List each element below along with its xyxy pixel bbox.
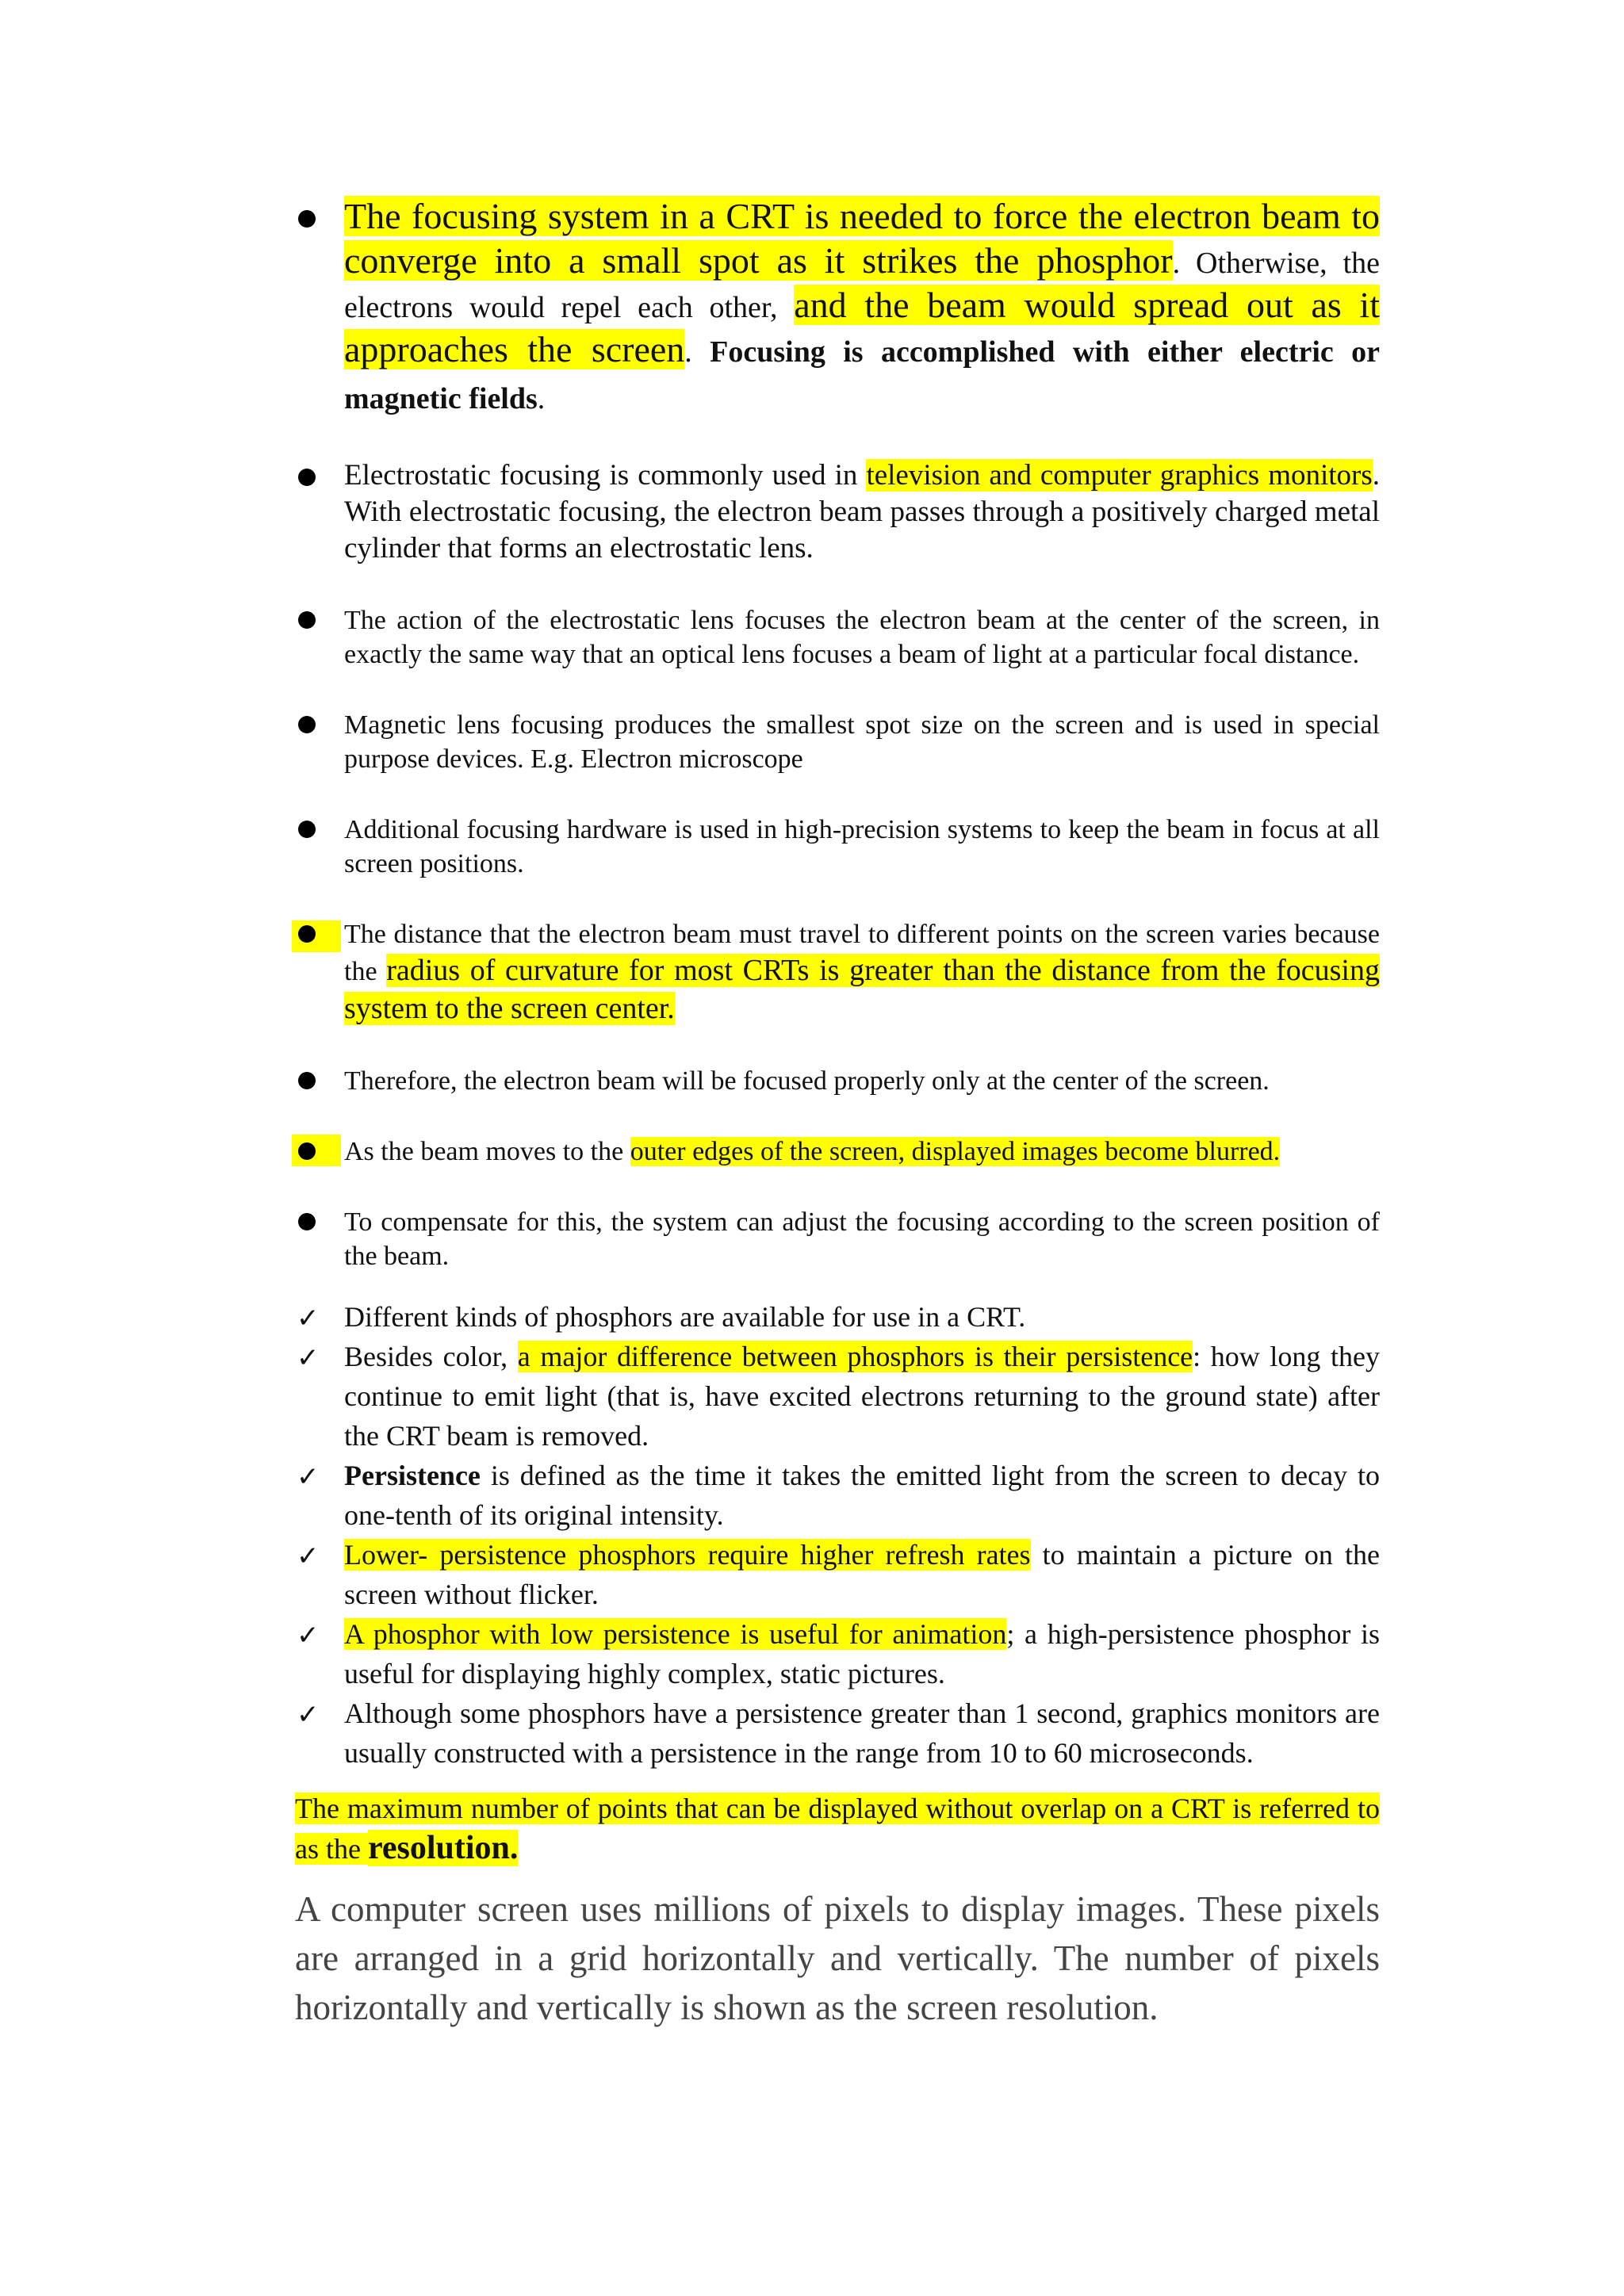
check-icon: ✓ bbox=[297, 1699, 320, 1731]
bullet-item bbox=[295, 603, 1380, 672]
check-item bbox=[295, 1456, 1380, 1535]
check-icon: ✓ bbox=[297, 1461, 320, 1493]
bold-text: Focusing is accomplished with either electric or magnetic fields bbox=[344, 335, 1380, 415]
highlighted-text: A phosphor with low persistence is useful for animation bbox=[344, 1618, 1007, 1650]
body-text: because the bbox=[344, 920, 1380, 986]
body-text: . bbox=[684, 335, 710, 369]
body-text: The distance that the electron beam must travel to different points on the screen varies bbox=[344, 920, 1287, 949]
highlighted-text: The maximum number of points that can be displayed without overlap on a CRT is referred to as the bbox=[295, 1793, 1380, 1865]
bullet-marker bbox=[295, 917, 344, 943]
document-page bbox=[295, 194, 1380, 2032]
bullet-marker bbox=[295, 603, 344, 629]
bullet-item bbox=[295, 194, 1380, 421]
bullet-marker bbox=[295, 457, 344, 486]
highlighted-text: and the beam would spread out as it approaches the screen bbox=[344, 285, 1380, 369]
final-paragraph: A computer screen uses millions of pixels to display images. These pixels are arranged in a grid horizontally and vertically. The number of pixels horizontally and vertically is shown as the screen resolution. bbox=[295, 1889, 1380, 2027]
body-text: The action of the electrostatic lens focuses the electron beam at the center of the screen, in exactly the same way that an optical lens focuses a beam of light at a particular focal distance. bbox=[344, 606, 1380, 669]
bullet-marker bbox=[295, 813, 344, 838]
bullet-item bbox=[295, 1064, 1380, 1098]
body-text: Although some phosphors have a persistence greater than 1 second, graphics monitors are usually constructed with a persistence in the range from 10 to 60 microseconds. bbox=[344, 1697, 1380, 1769]
highlighted-text: a major difference between phosphors is their persistence bbox=[517, 1341, 1193, 1372]
body-text: . Otherwise, the electrons would repel each other, bbox=[344, 247, 1380, 324]
body-text: To compensate for this, the system can adjust the focusing according to the screen position of the beam. bbox=[344, 1207, 1380, 1271]
body-text: As the beam moves to the bbox=[344, 1137, 630, 1166]
body-text: ; a high-persistence phosphor is useful for displaying highly complex, static pictures. bbox=[344, 1618, 1381, 1689]
body-text: . With electrostatic focusing, the electron beam passes through a positively charged metal cylinder that forms an electrostatic lens. bbox=[344, 459, 1380, 564]
body-text: Different kinds of phosphors are available for use in a CRT. bbox=[344, 1301, 1026, 1333]
bullet-marker bbox=[295, 194, 344, 228]
body-text: Besides color, bbox=[344, 1341, 518, 1372]
check-icon: ✓ bbox=[297, 1540, 320, 1572]
bullet-item bbox=[295, 1135, 1380, 1169]
bullet-marker bbox=[295, 1205, 344, 1230]
body-text: : how long they continue to emit light (that is, have excited electrons returning to the ground state) after the CRT beam is removed. bbox=[344, 1341, 1381, 1452]
body-text: . bbox=[537, 382, 546, 415]
check-item bbox=[295, 1693, 1380, 1773]
check-item bbox=[295, 1614, 1380, 1693]
highlighted-text: television and computer graphics monitors bbox=[866, 459, 1373, 492]
check-item bbox=[295, 1535, 1380, 1614]
bullet-item bbox=[295, 917, 1380, 1027]
bold-text: Persistence bbox=[344, 1460, 481, 1491]
body-text: Magnetic lens focusing produces the smallest spot size on the screen and is used in special purpose devices. E.g. Electron microscope bbox=[344, 710, 1380, 774]
body-text: Therefore, the electron beam will be focused properly only at the center of the screen. bbox=[344, 1066, 1270, 1096]
bullet-item bbox=[295, 813, 1380, 881]
check-item bbox=[295, 1337, 1380, 1456]
body-text: to maintain a picture on the screen without flicker. bbox=[344, 1539, 1381, 1610]
check-icon: ✓ bbox=[297, 1620, 320, 1651]
highlighted-text: radius of curvature for most CRTs is greater than the distance from the focusing system to the screen center. bbox=[344, 954, 1380, 1025]
body-text: Additional focusing hardware is used in high-precision systems to keep the beam in focus at all screen positions. bbox=[344, 815, 1380, 878]
body-text: Electrostatic focusing is commonly used in bbox=[344, 459, 867, 492]
check-item bbox=[295, 1297, 1380, 1337]
resolution-paragraph bbox=[295, 1789, 1380, 1869]
bold-highlighted-text: resolution. bbox=[367, 1830, 519, 1866]
highlighted-text: Lower- persistence phosphors require higher refresh rates bbox=[344, 1539, 1031, 1571]
body-text: is defined as the time it takes the emitted light from the screen to decay to one-tenth of its original intensity. bbox=[344, 1460, 1380, 1531]
bullet-marker bbox=[295, 1064, 344, 1089]
bullet-marker bbox=[295, 1135, 344, 1160]
check-icon: ✓ bbox=[297, 1303, 320, 1334]
bullet-marker bbox=[295, 708, 344, 733]
check-icon: ✓ bbox=[297, 1342, 320, 1374]
highlighted-text: The focusing system in a CRT is needed to force the electron beam to converge into a small spot as it strikes the phosphor bbox=[344, 196, 1380, 281]
bullet-item bbox=[295, 457, 1380, 567]
highlighted-text: outer edges of the screen, displayed images become blurred. bbox=[630, 1137, 1281, 1166]
bullet-item bbox=[295, 708, 1380, 776]
bullet-item bbox=[295, 1205, 1380, 1273]
